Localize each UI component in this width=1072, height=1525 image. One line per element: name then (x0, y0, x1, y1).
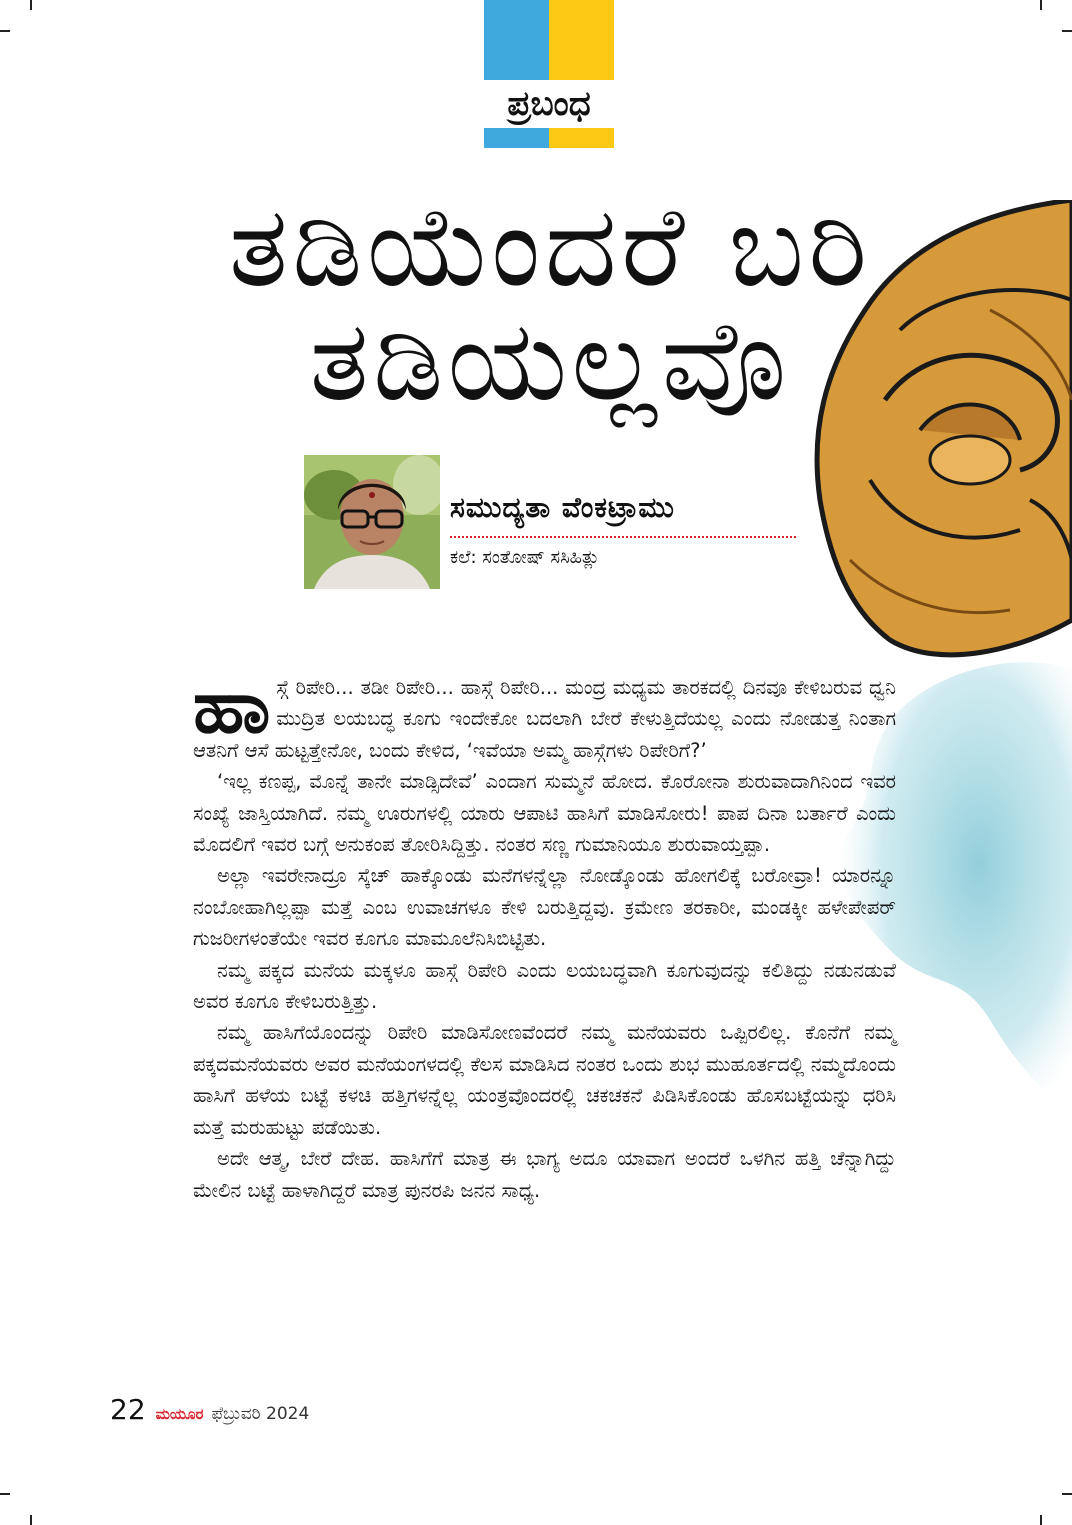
tag-color-block (549, 0, 614, 80)
author-photo (304, 455, 440, 589)
art-credit: ಕಲೆ: ಸಂತೋಷ್ ಸಸಿಹಿತ್ಲು (450, 547, 600, 568)
crop-mark (1062, 30, 1072, 32)
paragraph: ನಮ್ಮ ಹಾಸಿಗೆಯೊಂದನ್ನು ರಿಪೇರಿ ಮಾಡಿಸೋಣವೆಂದರೆ ನಮ್ಮ ಮನೆಯವರು ಒಪ್ಪಿರಲಿಲ್ಲ. ಕೊನೆಗೆ ನಮ್ಮ ಪಕ್ಕದಮನೆಯವರು ಅವರ ಮನೆಯಂಗಳದಲ್ಲಿ ಕೆಲಸ ಮಾಡಿಸಿದ ನಂತರ ಒಂದು ಶುಭ ಮುಹೂರ್ತದಲ್ಲಿ ನಮ್ಮದೊಂದು ಹಾಸಿಗೆ ಹಳೆಯ ಬಟ್ಟೆ ಕಳಚಿ ಹತ್ತಿಗಳನ್ನೆಲ್ಲ ಯಂತ್ರವೊಂದರಲ್ಲಿ ಚಕಚಕನೆ ಪಿಡಿಸಿಕೊಂಡು ಹೊಸಬಟ್ಟೆಯನ್ನು ಧರಿಸಿ ಮತ್ತೆ ಮರುಹುಟ್ಟು ಪಡೆಯಿತು. (193, 1021, 896, 1139)
divider (450, 536, 796, 538)
article-body (193, 664, 896, 1206)
paragraph: ಅದೇ ಆತ್ಮ, ಬೇರೆ ದೇಹ. ಹಾಸಿಗೆಗೆ ಮಾತ್ರ ಈ ಭಾಗ್ಯ ಅದೂ ಯಾವಾಗ ಅಂದರೆ ಒಳಗಿನ ಹತ್ತಿ ಚೆನ್ನಾಗಿದ್ದು ಮೇಲಿನ ಬಟ್ಟೆ ಹಾಳಾಗಿದ್ದರೆ ಮಾತ್ರ ಪುನರಪಿ ಜನನ ಸಾಧ್ಯ. (193, 1147, 896, 1202)
issue-date: ಫೆಬ್ರುವರಿ 2024 (211, 1404, 310, 1424)
crop-mark (0, 30, 10, 32)
section-label: ಪ್ರಬಂಧ (507, 84, 591, 124)
author-name: ಸಮುದ್ಯತಾ ವೆಂಕಟ್ರಾಮು (450, 491, 675, 524)
paragraph-text: ಸ್ಗೆ ರಿಪೇರಿ... ತಡೀ ರಿಪೇರಿ... ಹಾಸ್ಗೆ ರಿಪೇರಿ... ಮಂದ್ರ ಮಧ್ಯಮ ತಾರಕದಲ್ಲಿ ದಿನವೂ ಕೇಳಿಬರುವ ಧ್ವನಿ ಮುದ್ರಿತ ಲಯಬದ್ಧ ಕೂಗು ಇಂದೇಕೋ ಬದಲಾಗಿ ಬೇರೆ ಕೇಳುತ್ತಿದೆಯಲ್ಲ ಎಂದು ನೋಡುತ್ತ ನಿಂತಾಗ ಆತನಿಗೆ ಆಸೆ ಹುಟ್ಟತ್ತೇನೋ, ಬಂದು ಕೇಳಿದ, ‘ಇವೆಯಾ ಅಮ್ಮ ಹಾಸ್ಗೆಗಳು ರಿಪೇರಿಗೆ?’ (193, 676, 896, 762)
crop-mark (30, 0, 32, 10)
page-number: 22 (110, 1393, 146, 1426)
crop-mark (30, 1515, 32, 1525)
magazine-logo: ಮಯೂರ (155, 1405, 204, 1423)
section-tag (484, 0, 614, 148)
article-title (150, 182, 950, 426)
crop-mark (1040, 0, 1042, 10)
paragraph: ನಮ್ಮ ಪಕ್ಕದ ಮನೆಯ ಮಕ್ಕಳೂ ಹಾಸ್ಗೆ ರಿಪೇರಿ ಎಂದು ಲಯಬದ್ಧವಾಗಿ ಕೂಗುವುದನ್ನು ಕಲಿತಿದ್ದು ನಡುನಡುವೆ ಅವರ ಕೂಗೂ ಕೇಳಿಬರುತ್ತಿತ್ತು. (193, 958, 896, 1014)
title-line: ತಡಿಯಲ್ಲವೊ (309, 296, 791, 426)
crop-mark (1062, 1493, 1072, 1495)
title-line: ತಡಿಯೆಂದರೆ ಬರಿ (228, 182, 872, 312)
tag-color-block (549, 128, 614, 148)
drop-cap: ಹಾ (193, 664, 269, 750)
tag-color-block (484, 128, 549, 148)
crop-mark (1040, 1515, 1042, 1525)
tag-color-block (484, 0, 549, 80)
paragraph (193, 664, 896, 766)
paragraph: ‘ಇಲ್ಲ ಕಣಪ್ಪ, ಮೊನ್ನೆ ತಾನೇ ಮಾಡ್ಸಿದೇವೆ’ ಎಂದಾಗ ಸುಮ್ಮನೆ ಹೋದ. ಕೊರೋನಾ ಶುರುವಾದಾಗಿನಿಂದ ಇವರ ಸಂಖ್ಯೆ ಜಾಸ್ತಿಯಾಗಿದೆ. ನಮ್ಮ ಊರುಗಳಲ್ಲಿ ಯಾರು ಆಪಾಟಿ ಹಾಸಿಗೆ ಮಾಡಿಸೋರು! ಪಾಪ ದಿನಾ ಬರ್ತಾರೆ ಎಂದು ಮೊದಲಿಗೆ ಇವರ ಬಗ್ಗೆ ಅನುಕಂಪ ತೋರಿಸಿದ್ದಿತ್ತು. ನಂತರ ಸಣ್ಣ ಗುಮಾನಿಯೂ ಶುರುವಾಯ್ತಪ್ಪಾ. (193, 770, 896, 857)
paragraph: ಅಲ್ಲಾ ಇವರೇನಾದ್ರೂ ಸ್ಕೆಚ್ ಹಾಕ್ಕೊಂಡು ಮನೆಗಳನ್ನೆಲ್ಲಾ ನೋಡ್ಕೊಂಡು ಹೋಗಲಿಕ್ಕೆ ಬರೋವ್ರಾ! ಯಾರನ್ನೂ ನಂಬೋಹಾಗಿಲ್ಲಪ್ಪಾ ಮತ್ತೆ ಎಂಬ ಉವಾಚಗಳೂ ಕೇಳಿ ಬರುತ್ತಿದ್ದವು. ಕ್ರಮೇಣ ತರಕಾರೀ, ಮಂಡಕ್ಕೀ ಹಳೇಪೇಪರ್ ಗುಜರೀಗಳಂತೆಯೇ ಇವರ ಕೂಗೂ ಮಾಮೂಲೆನಿಸಿಬಿಟ್ಟಿತು. (193, 864, 896, 951)
page-footer (110, 1393, 309, 1427)
crop-mark (0, 1493, 10, 1495)
